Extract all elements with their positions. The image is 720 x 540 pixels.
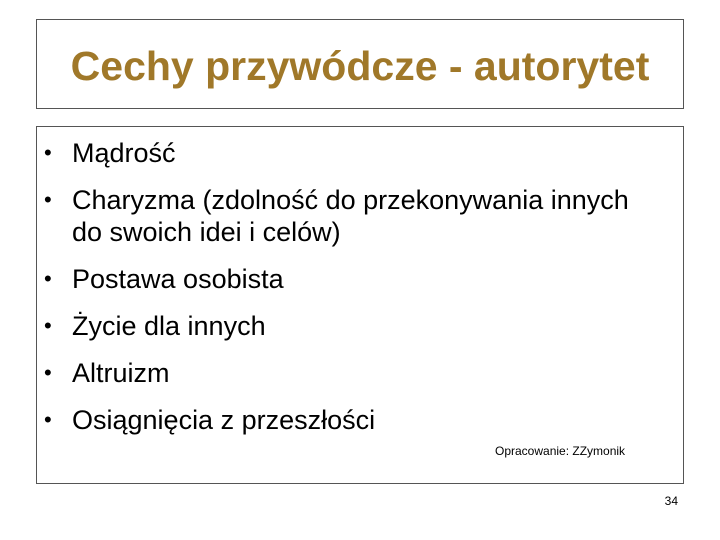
author-credit: Opracowanie: ZZymonik [495, 444, 626, 458]
bullet-item [37, 310, 657, 342]
title-box [36, 19, 684, 109]
content-box [36, 126, 684, 484]
bullet-icon: • [44, 407, 52, 432]
bullet-icon: • [44, 187, 52, 212]
bullet-text: Postawa osobista [72, 264, 284, 294]
bullet-item [37, 137, 657, 169]
bullet-text: Osiągnięcia z przeszłości [72, 405, 376, 435]
bullet-text: Charyzma (zdolność do przekonywania innych do swoich idei i celów) [72, 185, 629, 247]
bullet-item [37, 404, 657, 436]
page-number: 34 [664, 494, 678, 508]
bullet-text: Altruizm [72, 358, 170, 388]
bullet-item [37, 357, 657, 389]
bullet-text: Życie dla innych [72, 311, 266, 341]
bullet-icon: • [44, 266, 52, 291]
bullet-list [37, 137, 657, 451]
bullet-icon: • [44, 360, 52, 385]
bullet-item [37, 184, 657, 248]
slide-title: Cechy przywódcze - autorytet [70, 43, 650, 89]
bullet-icon: • [44, 140, 52, 165]
bullet-icon: • [44, 313, 52, 338]
bullet-item [37, 263, 657, 295]
bullet-text: Mądrość [72, 138, 176, 168]
